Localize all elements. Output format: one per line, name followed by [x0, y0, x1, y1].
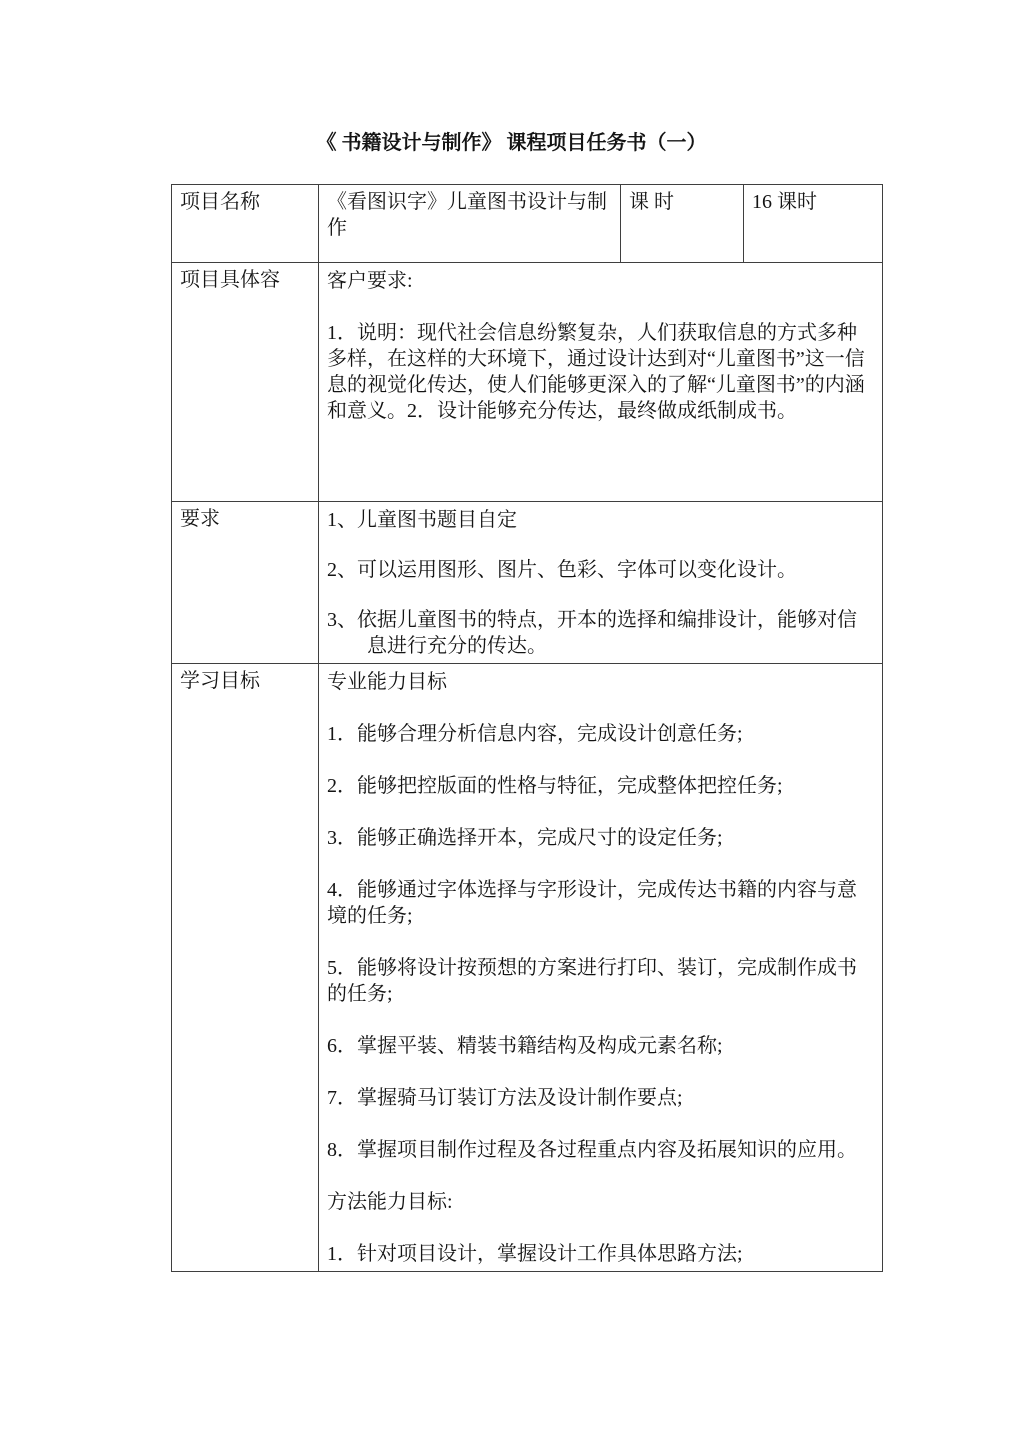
- learning-goal-item: 2．能够把控版面的性格与特征，完成整体把控任务;: [327, 775, 783, 797]
- learning-goal-item: 1．能够合理分析信息内容，完成设计创意任务;: [327, 723, 743, 745]
- hours-label-cell: 课 时: [621, 185, 744, 263]
- learning-goals-label-cell: 学习目标: [172, 664, 319, 1272]
- project-content-cell: [319, 263, 883, 502]
- requirement-item: 3、依据儿童图书的特点，开本的选择和编排设计，能够对信息进行充分的传达。: [327, 609, 857, 657]
- table-row-project: [172, 185, 883, 263]
- table-row-learning-goals: [172, 664, 883, 1272]
- learning-goal-item: 5．能够将设计按预想的方案进行打印、装订，完成制作成书的任务;: [327, 957, 857, 1005]
- project-content-label-cell: 项目具体容: [172, 263, 319, 502]
- learning-goal-item: 专业能力目标: [327, 671, 447, 693]
- requirements-list: [327, 506, 868, 659]
- table-row-project-content: [172, 263, 883, 502]
- project-label-cell: 项目名称: [172, 185, 319, 263]
- client-requirements-body: 1．说明：现代社会信息纷繁复杂，人们获取信息的方式多种多样，在这样的大环境下，通过设计达到对“儿童图书”这一信息的视觉化传达，使人们能够更深入的了解“儿童图书”的内涵和意义。2．设计能够充分传达，最终做成纸制成书。: [327, 322, 865, 422]
- learning-goal-item: 方法能力目标:: [327, 1191, 453, 1213]
- learning-goal-item: 1．针对项目设计，掌握设计工作具体思路方法;: [327, 1243, 743, 1265]
- project-name-cell: 《看图识字》儿童图书设计与制作: [319, 185, 621, 263]
- hours-value-cell: 16 课时: [744, 185, 883, 263]
- requirements-cell: [319, 502, 883, 664]
- requirement-item: 2、可以运用图形、图片、色彩、字体可以变化设计。: [327, 559, 797, 581]
- learning-goal-item: 6．掌握平装、精装书籍结构及构成元素名称;: [327, 1035, 723, 1057]
- client-requirements-heading: 客户要求:: [327, 270, 413, 292]
- learning-goal-item: 4．能够通过字体选择与字形设计，完成传达书籍的内容与意境的任务;: [327, 879, 857, 927]
- task-table: [171, 184, 883, 1272]
- learning-goal-item: 3．能够正确选择开本，完成尺寸的设定任务;: [327, 827, 723, 849]
- requirements-label-cell: 要求: [172, 502, 319, 664]
- table-row-requirements: [172, 502, 883, 664]
- learning-goal-item: 7．掌握骑马订装订方法及设计制作要点;: [327, 1087, 683, 1109]
- client-requirements-block: [327, 267, 868, 424]
- learning-goals-cell: [319, 664, 883, 1272]
- document-title: 《 书籍设计与制作》 课程项目任务书（一）: [316, 132, 707, 154]
- learning-goal-item: 8．掌握项目制作过程及各过程重点内容及拓展知识的应用。: [327, 1139, 857, 1161]
- learning-goals-list: [327, 668, 868, 1267]
- requirement-item: 1、儿童图书题目自定: [327, 509, 517, 531]
